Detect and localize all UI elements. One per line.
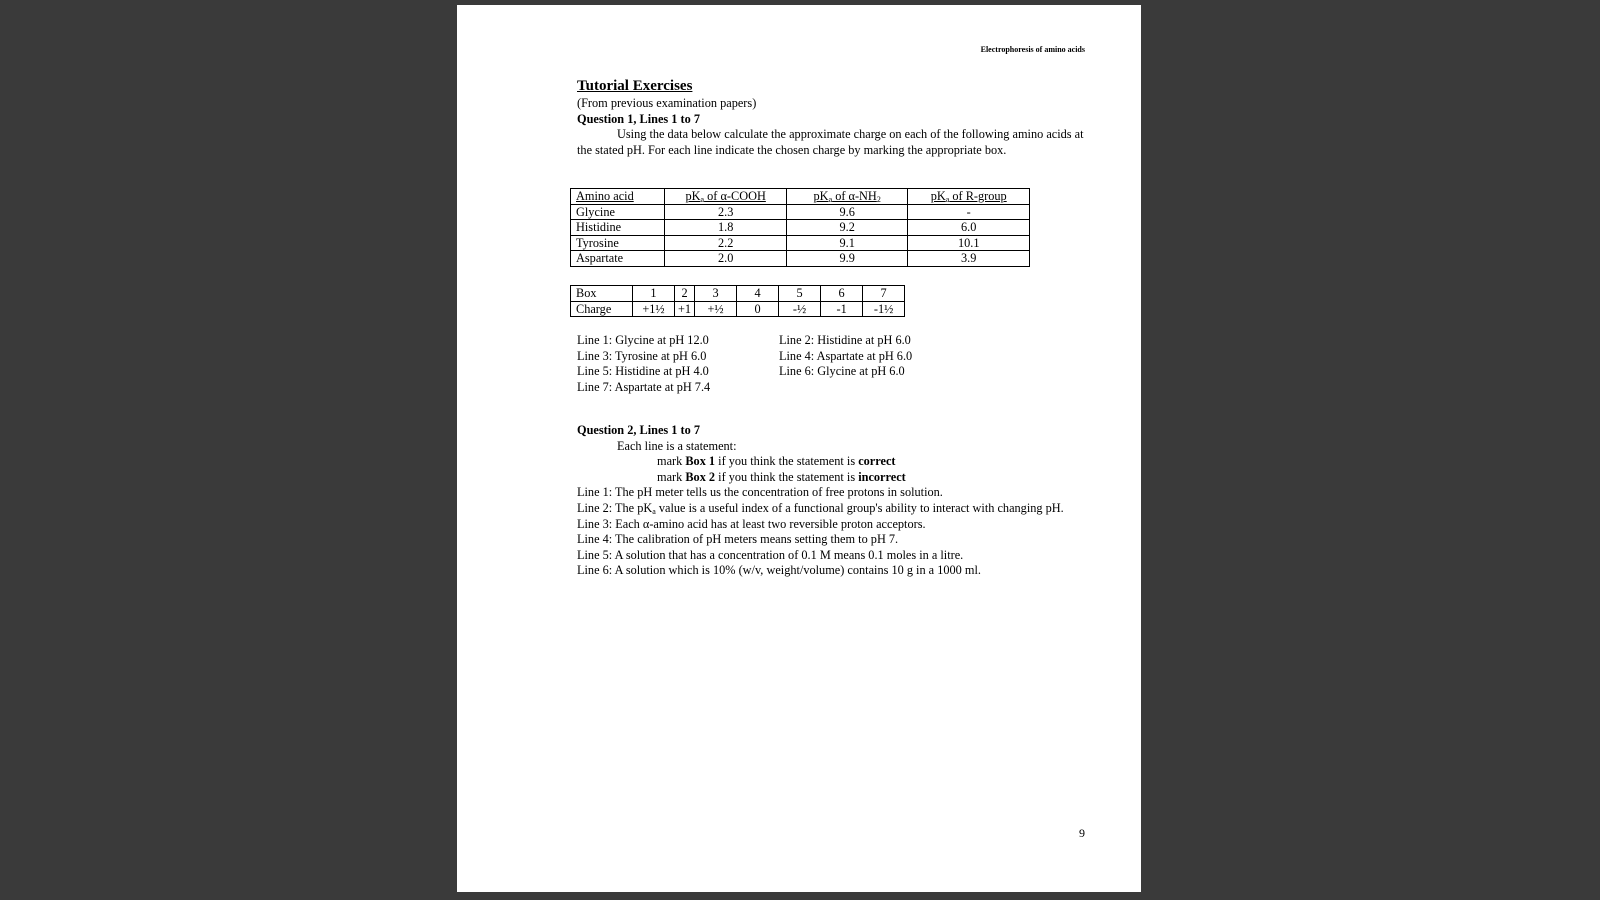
amino-acid-pka-table: [570, 188, 1030, 267]
cell-amino-acid: Aspartate: [571, 251, 665, 267]
cell-pka-nh2: 9.6: [786, 204, 908, 220]
q1-line-6: Line 6: Glycine at pH 6.0: [779, 364, 905, 379]
q1-line-5: Line 5: Histidine at pH 4.0: [577, 364, 709, 379]
table-row: [571, 204, 1030, 220]
cell-pka-r: 6.0: [908, 220, 1030, 236]
q2-line-4: Line 4: The calibration of pH meters means setting them to pH 7.: [577, 532, 899, 547]
cell-pka-cooh: 2.2: [665, 235, 787, 251]
q2-line-1: Line 1: The pH meter tells us the concentration of free protons in solution.: [577, 485, 943, 500]
intro-section: [577, 77, 1087, 158]
charge-value: -½: [779, 301, 821, 317]
source-note: (From previous examination papers): [577, 96, 757, 110]
q2-line-6: Line 6: A solution which is 10% (w/v, weight/volume) contains 10 g in a 1000 ml.: [577, 563, 981, 578]
header-pka-cooh: $pK_a$ of α-COOH: [665, 189, 787, 205]
cell-pka-cooh: 2.3: [665, 204, 787, 220]
charge-value: -1½: [863, 301, 905, 317]
question-1-heading: Question 1, Lines 1 to 7: [577, 111, 700, 126]
cell-pka-nh2: 9.9: [786, 251, 908, 267]
q1-line-1: Line 1: Glycine at pH 12.0: [577, 333, 709, 347]
q2-line-3: Line 3: Each α-amino acid has at least two reversible proton acceptors.: [577, 516, 926, 531]
box-number: 6: [821, 286, 863, 302]
charge-value: +1½: [633, 301, 675, 317]
q1-line-7: Line 7: Aspartate at pH 7.4: [577, 379, 711, 394]
q1-line-3: Line 3: Tyrosine at pH 6.0: [577, 348, 707, 363]
page-number: 9: [1079, 826, 1085, 840]
question-1-lines: [577, 333, 979, 395]
box-number: 5: [779, 286, 821, 302]
box-number: 7: [863, 286, 905, 302]
charge-value: -1: [821, 301, 863, 317]
question-2-section: [577, 423, 1097, 579]
box-number-row: [571, 286, 905, 302]
q1-line-2: Line 2: Histidine at pH 6.0: [779, 333, 911, 347]
cell-pka-r: -: [908, 204, 1030, 220]
section-title: Tutorial Exercises: [577, 78, 693, 94]
cell-pka-nh2: 9.1: [786, 235, 908, 251]
charge-value: +1: [675, 301, 695, 317]
cell-amino-acid: Glycine: [571, 204, 665, 220]
box-number: 4: [737, 286, 779, 302]
cell-pka-r: 3.9: [908, 251, 1030, 267]
question-1-instructions: Using the data below calculate the approximate charge on each of the following amino acids at the stated pH. For each line indicate the chosen charge by marking the appropriate box.: [577, 127, 1084, 157]
question-2-heading: Question 2, Lines 1 to 7: [577, 423, 700, 437]
running-header: Electrophoresis of amino acids: [980, 45, 1085, 54]
box-number: 1: [633, 286, 675, 302]
box-number: 3: [695, 286, 737, 302]
q2-line-2: Line 2: The $pK_a$ value is a useful index of a functional group's ability to interact with changing pH.: [577, 500, 1064, 516]
q1-line-4: Line 4: Aspartate at pH 6.0: [779, 348, 913, 363]
table-header-row: [571, 189, 1030, 205]
question-2-intro: Each line is a statement:: [617, 438, 737, 453]
cell-pka-cooh: 2.0: [665, 251, 787, 267]
header-pka-r-group: $pK_a$ of R-group: [908, 189, 1030, 205]
charge-value: +½: [695, 301, 737, 317]
q2-line-5: Line 5: A solution that has a concentration of 0.1 M means 0.1 moles in a litre.: [577, 547, 964, 562]
cell-amino-acid: Tyrosine: [571, 235, 665, 251]
cell-pka-nh2: 9.2: [786, 220, 908, 236]
mark-box-1-instruction: mark Box 1 if you think the statement is correct: [657, 454, 896, 469]
cell-amino-acid: Histidine: [571, 220, 665, 236]
table-row: [571, 251, 1030, 267]
charge-value: 0: [737, 301, 779, 317]
cell-pka-r: 10.1: [908, 235, 1030, 251]
box-row-label: Box: [571, 286, 633, 302]
header-pka-nh2: $pK_a$ of $\alpha-NH_2$: [786, 189, 908, 205]
charge-row: [571, 301, 905, 317]
mark-box-2-instruction: mark Box 2 if you think the statement is incorrect: [657, 469, 906, 484]
charge-row-label: Charge: [571, 301, 633, 317]
table-row: [571, 220, 1030, 236]
box-number: 2: [675, 286, 695, 302]
document-page: [457, 5, 1141, 892]
table-row: [571, 235, 1030, 251]
charge-box-table: [570, 285, 905, 317]
header-amino-acid: Amino acid: [571, 189, 665, 205]
cell-pka-cooh: 1.8: [665, 220, 787, 236]
